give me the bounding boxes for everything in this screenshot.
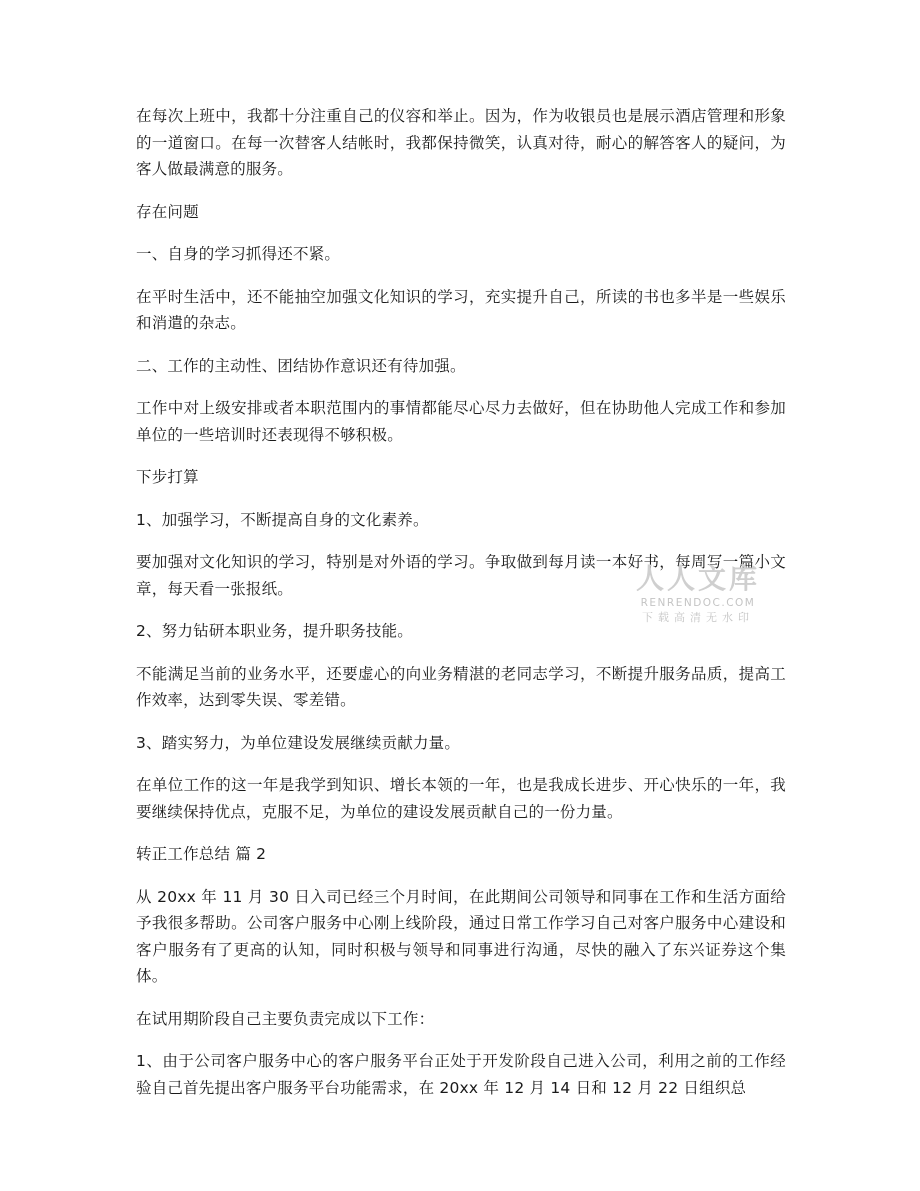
paragraph: 在平时生活中，还不能抽空加强文化知识的学习，充实提升自己，所读的书也多半是一些娱乐和消遣的杂志。 [136,287,786,332]
watermark-tagline: 下载高清无水印 [642,611,754,624]
paragraph: 在单位工作的这一年是我学到知识、增长本领的一年，也是我成长进步、开心快乐的一年，我要继续保持优点，克服不足，为单位的建设发展贡献自己的一份力量。 [136,776,786,821]
list-heading: 二、工作的主动性、团结协作意识还有待加强。 [136,356,466,375]
section-heading: 存在问题 [136,202,199,221]
list-heading: 1、加强学习，不断提高自身的文化素养。 [136,510,429,529]
list-heading: 2、努力钻研本职业务，提升职务技能。 [136,622,413,640]
paragraph: 1、由于公司客户服务中心的客户服务平台正处于开发阶段自己进入公司，利用之前的工作经验自己首先提出客户服务平台功能需求，在 20xx 年 12 月 14 日和 12 月 22 日组织总 [136,1052,786,1097]
list-heading: 一、自身的学习抓得还不紧。 [136,245,341,263]
watermark [618,562,778,626]
list-heading: 3、踏实努力，为单位建设发展继续贡献力量。 [136,733,461,752]
section-heading: 转正工作总结 篇 2 [136,845,267,863]
paragraph: 不能满足当前的业务水平，还要虚心的向业务精湛的老同志学习，不断提升服务品质，提高工作效率，达到零失误、零差错。 [136,664,786,709]
section-heading: 下步打算 [136,468,199,486]
paragraph: 要加强对文化知识的学习，特别是对外语的学习。争取做到每月读一本好书，每周写一篇小文章，每天看一张报纸。 [136,553,786,598]
paragraph: 从 20xx 年 11 月 30 日入司已经三个月时间，在此期间公司领导和同事在工作和生活方面给予我很多帮助。公司客户服务中心刚上线阶段，通过日常工作学习自己对客户服务中心建设和客户服务有了更高的认知，同时积极与领导和同事进行沟通，尽快的融入了东兴证券这个集体。 [136,887,786,985]
watermark-url: RENRENDOC.COM [640,597,756,609]
paragraph: 在每次上班中，我都十分注重自己的仪容和举止。因为，作为收银员也是展示酒店管理和形象的一道窗口。在每一次替客人结帐时，我都保持微笑，认真对待，耐心的解答客人的疑问，为客人做最满意的服务。 [136,107,786,178]
paragraph: 工作中对上级安排或者本职范围内的事情都能尽心尽力去做好，但在协助他人完成工作和参加单位的一些培训时还表现得不够积极。 [136,399,786,444]
watermark-title: 人人文库 [635,562,760,595]
paragraph: 在试用期阶段自己主要负责完成以下工作： [136,1009,435,1028]
